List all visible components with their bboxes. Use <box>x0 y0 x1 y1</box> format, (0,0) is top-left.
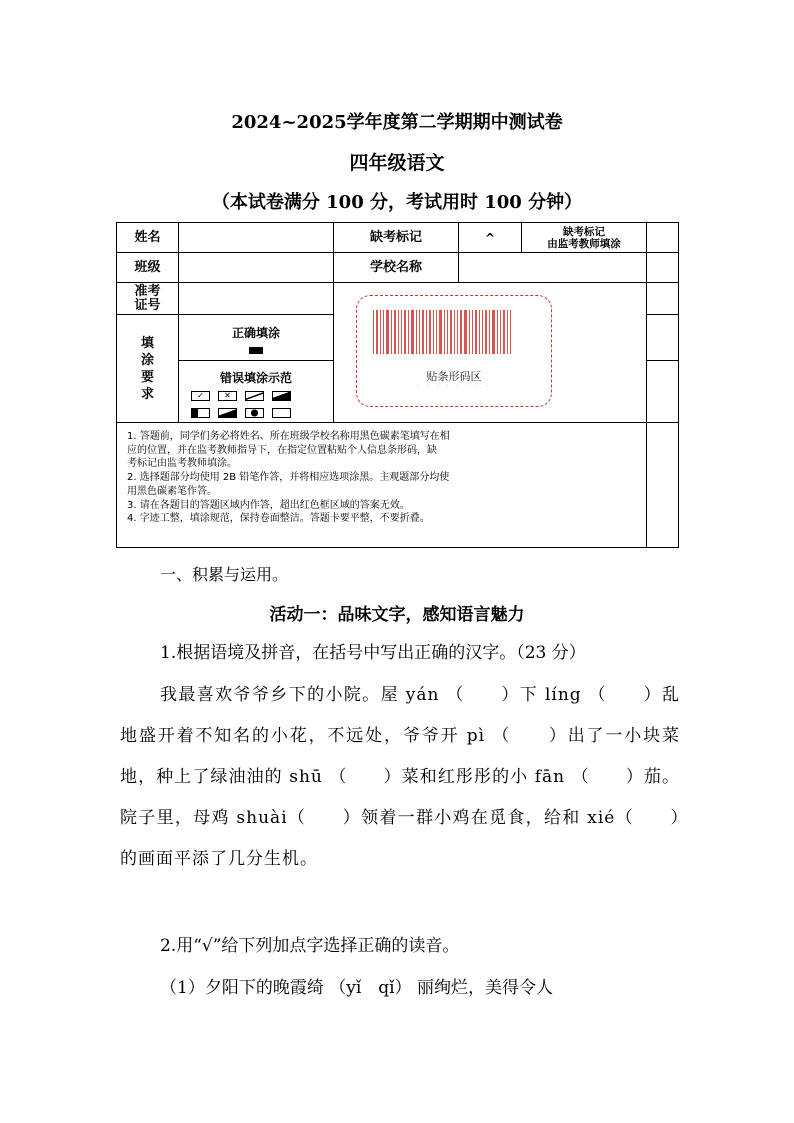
name-label: 姓名 <box>117 223 179 253</box>
side-strip <box>647 253 679 283</box>
half-fill-icon <box>272 391 291 401</box>
side-strip <box>647 223 679 253</box>
wedge-fill-icon <box>218 408 237 418</box>
side-strip <box>647 361 679 423</box>
cross-mark-icon: ✕ <box>218 391 237 401</box>
barcode-label: 贴条形码区 <box>426 370 482 383</box>
activity-heading: 活动一：品味文字，感知语言魅力 <box>269 605 525 625</box>
barcode-dots: · · · · · · · · <box>417 383 491 390</box>
instructions: 1. 答题前，同学们务必将姓名、所在班级学校名称用黑色碳素笔填写在相 应的位置，并在监考教师指导下，在指定位置粘贴个人信息条形码，缺 考标记由监考教师填涂。 2. 选择题部分均使用 2B 铅笔作答，并将相应选项涂黑。主观题部分均使 用黑色碳素笔作答。 3. 请在各题目的答题区域内作答，超出红色框区域的答案无效。 4. 字迹工整，填涂规范，保持卷面整洁。答题卡要平整，不要折叠。 <box>117 423 647 548</box>
check-mark-icon: ✓ <box>191 391 210 401</box>
absent-label: 缺考标记 <box>334 223 459 253</box>
question-1: 1.根据语境及拼音，在括号中写出正确的汉字。（23 分） <box>160 643 586 663</box>
ticket-label: 准考 证号 <box>117 283 179 315</box>
question-1-passage: 我最喜欢爷爷乡下的小院。屋 yán （ ）下 líng （ ）乱地盛开着不知名的小花，不远处，爷爷开 pì （ ）出了一小块菜地，种上了绿油油的 shū （ ）菜和红彤彤的小 fān （ ）茄。院子里，母鸡 shuài（ ）领着一群小鸡在觅食，给和 xié（ ）的画面平添了几分生机。 <box>120 685 680 869</box>
empty-box-icon <box>272 408 291 418</box>
dot-fill-icon <box>245 408 264 418</box>
exam-title: 2024~2025学年度第二学期期中测试卷 <box>231 112 563 133</box>
school-field[interactable] <box>459 253 647 283</box>
class-label: 班级 <box>117 253 179 283</box>
school-label: 学校名称 <box>334 253 459 283</box>
answer-sheet-header <box>116 222 679 548</box>
barcode-cell <box>334 283 647 423</box>
name-field[interactable] <box>179 223 334 253</box>
question-2-item-1: （1）夕阳下的晚霞绮 （yǐ qǐ） 丽绚烂，美得令人 <box>160 978 553 998</box>
side-strip <box>647 423 679 548</box>
absent-mark-box[interactable]: ^ <box>459 223 522 253</box>
wrong-fill-samples: 错误填涂示范 ✓ ✕ <box>179 361 334 423</box>
barcode-icon <box>373 310 537 354</box>
barcode-area[interactable] <box>356 295 552 407</box>
absent-note: 缺考标记 由监考教师填涂 <box>522 223 647 253</box>
correct-fill-sample: 正确填涂 <box>179 315 334 361</box>
class-field[interactable] <box>179 253 334 283</box>
ticket-field[interactable] <box>179 283 334 315</box>
side-strip <box>647 283 679 315</box>
left-fill-icon <box>191 408 210 418</box>
exam-note: （本试卷满分 100 分，考试用时 100 分钟） <box>211 192 583 213</box>
slash-mark-icon <box>245 391 264 401</box>
filled-box-icon <box>249 347 263 354</box>
section-heading: 一、积累与运用。 <box>160 565 289 584</box>
side-strip <box>647 315 679 361</box>
fill-requirement-label: 填 涂 要 求 <box>117 315 179 423</box>
question-2: 2.用“√”给下列加点字选择正确的读音。 <box>160 936 460 956</box>
exam-subject: 四年级语文 <box>349 152 445 174</box>
